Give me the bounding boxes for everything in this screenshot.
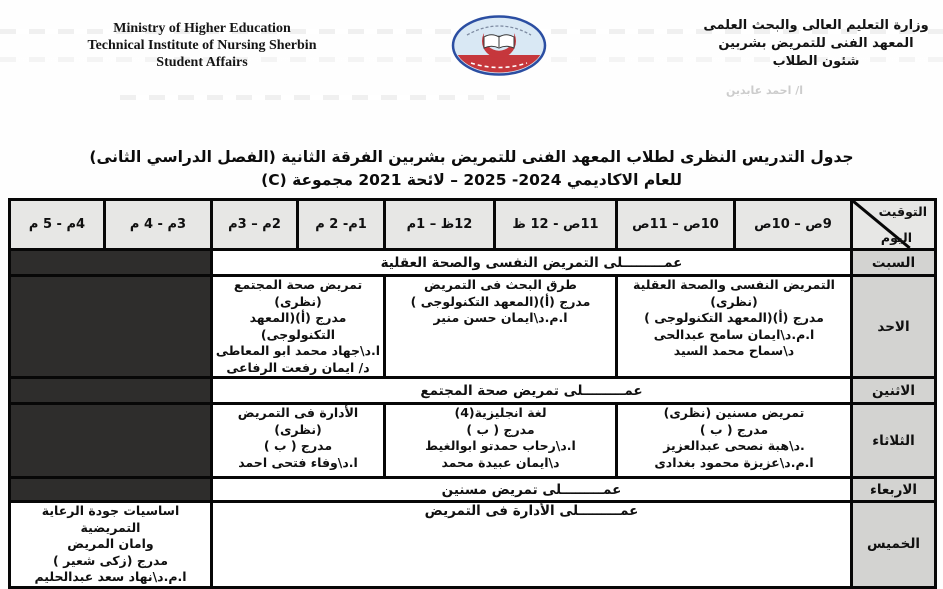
cell-line: ا.م.د\ايمان حسن منير xyxy=(433,310,568,325)
subject-cell xyxy=(385,276,617,378)
practical-cell: عمـــــــــلى تمريض مسنين xyxy=(212,478,852,502)
cell-line: لغة انجليزية(4) xyxy=(454,405,547,420)
blocked-cell xyxy=(10,478,212,502)
cell-line: تمريض مسنين (نظرى) xyxy=(663,405,805,420)
cell-line: د\سماح محمد السيد xyxy=(673,343,795,358)
cell-line: ا.د\وفاء فتحى احمد xyxy=(238,454,358,470)
nursing-institute-crest-icon xyxy=(450,14,548,78)
cell-line: ا.م.د\نهاد سعد عبدالحليم xyxy=(34,569,187,584)
time-slot-header: 11ص - 12 ظ xyxy=(495,200,617,250)
cell-line: تمريض صحة المجتمع (نظرى) xyxy=(233,277,363,309)
subject-cell xyxy=(385,404,617,478)
ministry-name-ar: وزارة التعليم العالى والبحث العلمى xyxy=(703,18,929,33)
day-cell: الثلاثاء xyxy=(852,404,936,478)
subject-cell xyxy=(212,404,385,478)
time-slot-header: 1م- 2 م xyxy=(298,200,385,250)
corner-day-label: اليوم xyxy=(880,230,912,245)
cell-line: مدرج ( ب ) xyxy=(263,438,333,453)
practical-cell: عمـــــــــلى التمريض النفسى والصحة العقلية xyxy=(212,250,852,276)
table-row xyxy=(10,478,936,502)
cell-line: طرق البحث فى التمريض xyxy=(424,277,577,292)
cell-line: التمريض النفسى والصحة العقلية (نظرى) xyxy=(633,277,835,309)
cell-line: ا.م.د\ايمان سامح عبدالحى xyxy=(653,326,815,342)
page-title xyxy=(0,146,943,192)
letterhead-english xyxy=(68,20,336,71)
practical-top-cell: عمـــــــــلى الأدارة فى التمريض xyxy=(212,502,852,588)
table-row xyxy=(10,404,936,478)
day-cell: السبت xyxy=(852,250,936,276)
table-row xyxy=(10,502,936,588)
schedule-table xyxy=(8,198,937,589)
cell-line: ا.م.د\عزيزة محمود بغدادى xyxy=(654,454,814,470)
day-cell: الاثنين xyxy=(852,378,936,404)
subject-cell xyxy=(617,276,852,378)
practical-cell: عمـــــــــلى تمريض صحة المجتمع xyxy=(212,378,852,404)
cell-line: مدرج (أ)(المعهد التكنولوجى) xyxy=(249,310,347,342)
title-line-1: جدول التدريس النظرى لطلاب المعهد الفنى للتمريض بشربين الفرقة الثانية (الفصل الدراسي الثانى) xyxy=(89,148,854,166)
cell-line: ا.د\رحاب حمدتو ابوالغيط xyxy=(425,438,576,453)
day-cell: الاربعاء xyxy=(852,478,936,502)
ministry-name-en: Ministry of Higher Education xyxy=(113,21,291,36)
time-slot-header: 9ص – 10ص xyxy=(735,200,852,250)
blocked-cell xyxy=(10,250,212,276)
day-cell: الاحد xyxy=(852,276,936,378)
blocked-cell xyxy=(10,378,212,404)
time-slot-header: 4م - 5 م xyxy=(10,200,105,250)
cell-line: مدرج ( ب ) xyxy=(466,421,535,437)
cell-line: اساسيات جودة الرعاية التمريضية xyxy=(41,503,180,535)
institute-name-ar: المعهد الفنى للتمريض بشربين xyxy=(718,36,914,51)
subject-cell xyxy=(617,404,852,478)
scan-artifact-stripe xyxy=(120,95,510,100)
header-row xyxy=(10,200,936,250)
faint-signature-note: ا/ احمد عابدين xyxy=(725,84,803,97)
time-slot-header: 3م - 4 م xyxy=(105,200,212,250)
day-cell: الخميس xyxy=(852,502,936,588)
blocked-cell xyxy=(10,404,212,478)
department-name-ar: شئون الطلاب xyxy=(772,54,860,69)
cell-line: وامان المريض xyxy=(67,536,154,551)
time-slot-header: 12ظ – 1م xyxy=(385,200,495,250)
institute-name-en: Technical Institute of Nursing Sherbin xyxy=(87,38,317,53)
corner-cell xyxy=(852,200,936,250)
schedule-body xyxy=(10,250,936,588)
subject-cell xyxy=(212,276,385,378)
cell-line: ا.د\جهاد محمد ابو المعاطى xyxy=(215,343,381,358)
cell-line: د/ ايمان رفعت الرفاعى xyxy=(226,359,370,375)
table-row xyxy=(10,378,936,404)
time-slot-header: 2م – 3م xyxy=(212,200,298,250)
title-line-2: للعام الاكاديمي 2024- 2025 – لائحة 2021 مجموعة (C) xyxy=(261,171,682,189)
cell-line: .د\هبة نصحى عبدالعزيز xyxy=(663,438,805,453)
blocked-cell xyxy=(10,276,212,378)
cell-line: مدرج (أ)(المعهد التكنولوجى ) xyxy=(410,293,591,309)
corner-time-label: التوقيت xyxy=(878,204,927,219)
table-row xyxy=(10,276,936,378)
cell-line: مدرج (زكى شعير ) xyxy=(53,552,168,568)
letterhead xyxy=(0,0,943,142)
cell-line: د\ايمان عبيدة محمد xyxy=(441,454,560,470)
cell-line: الأدارة فى التمريض (نظرى) xyxy=(237,405,359,437)
time-slot-header: 10ص – 11ص xyxy=(617,200,735,250)
subject-cell xyxy=(10,502,212,588)
cell-line: مدرج (أ)(المعهد التكنولوجى ) xyxy=(644,310,824,325)
letterhead-arabic xyxy=(697,17,935,71)
cell-line: مدرج ( ب ) xyxy=(699,421,769,437)
table-row xyxy=(10,250,936,276)
department-name-en: Student Affairs xyxy=(156,55,248,70)
